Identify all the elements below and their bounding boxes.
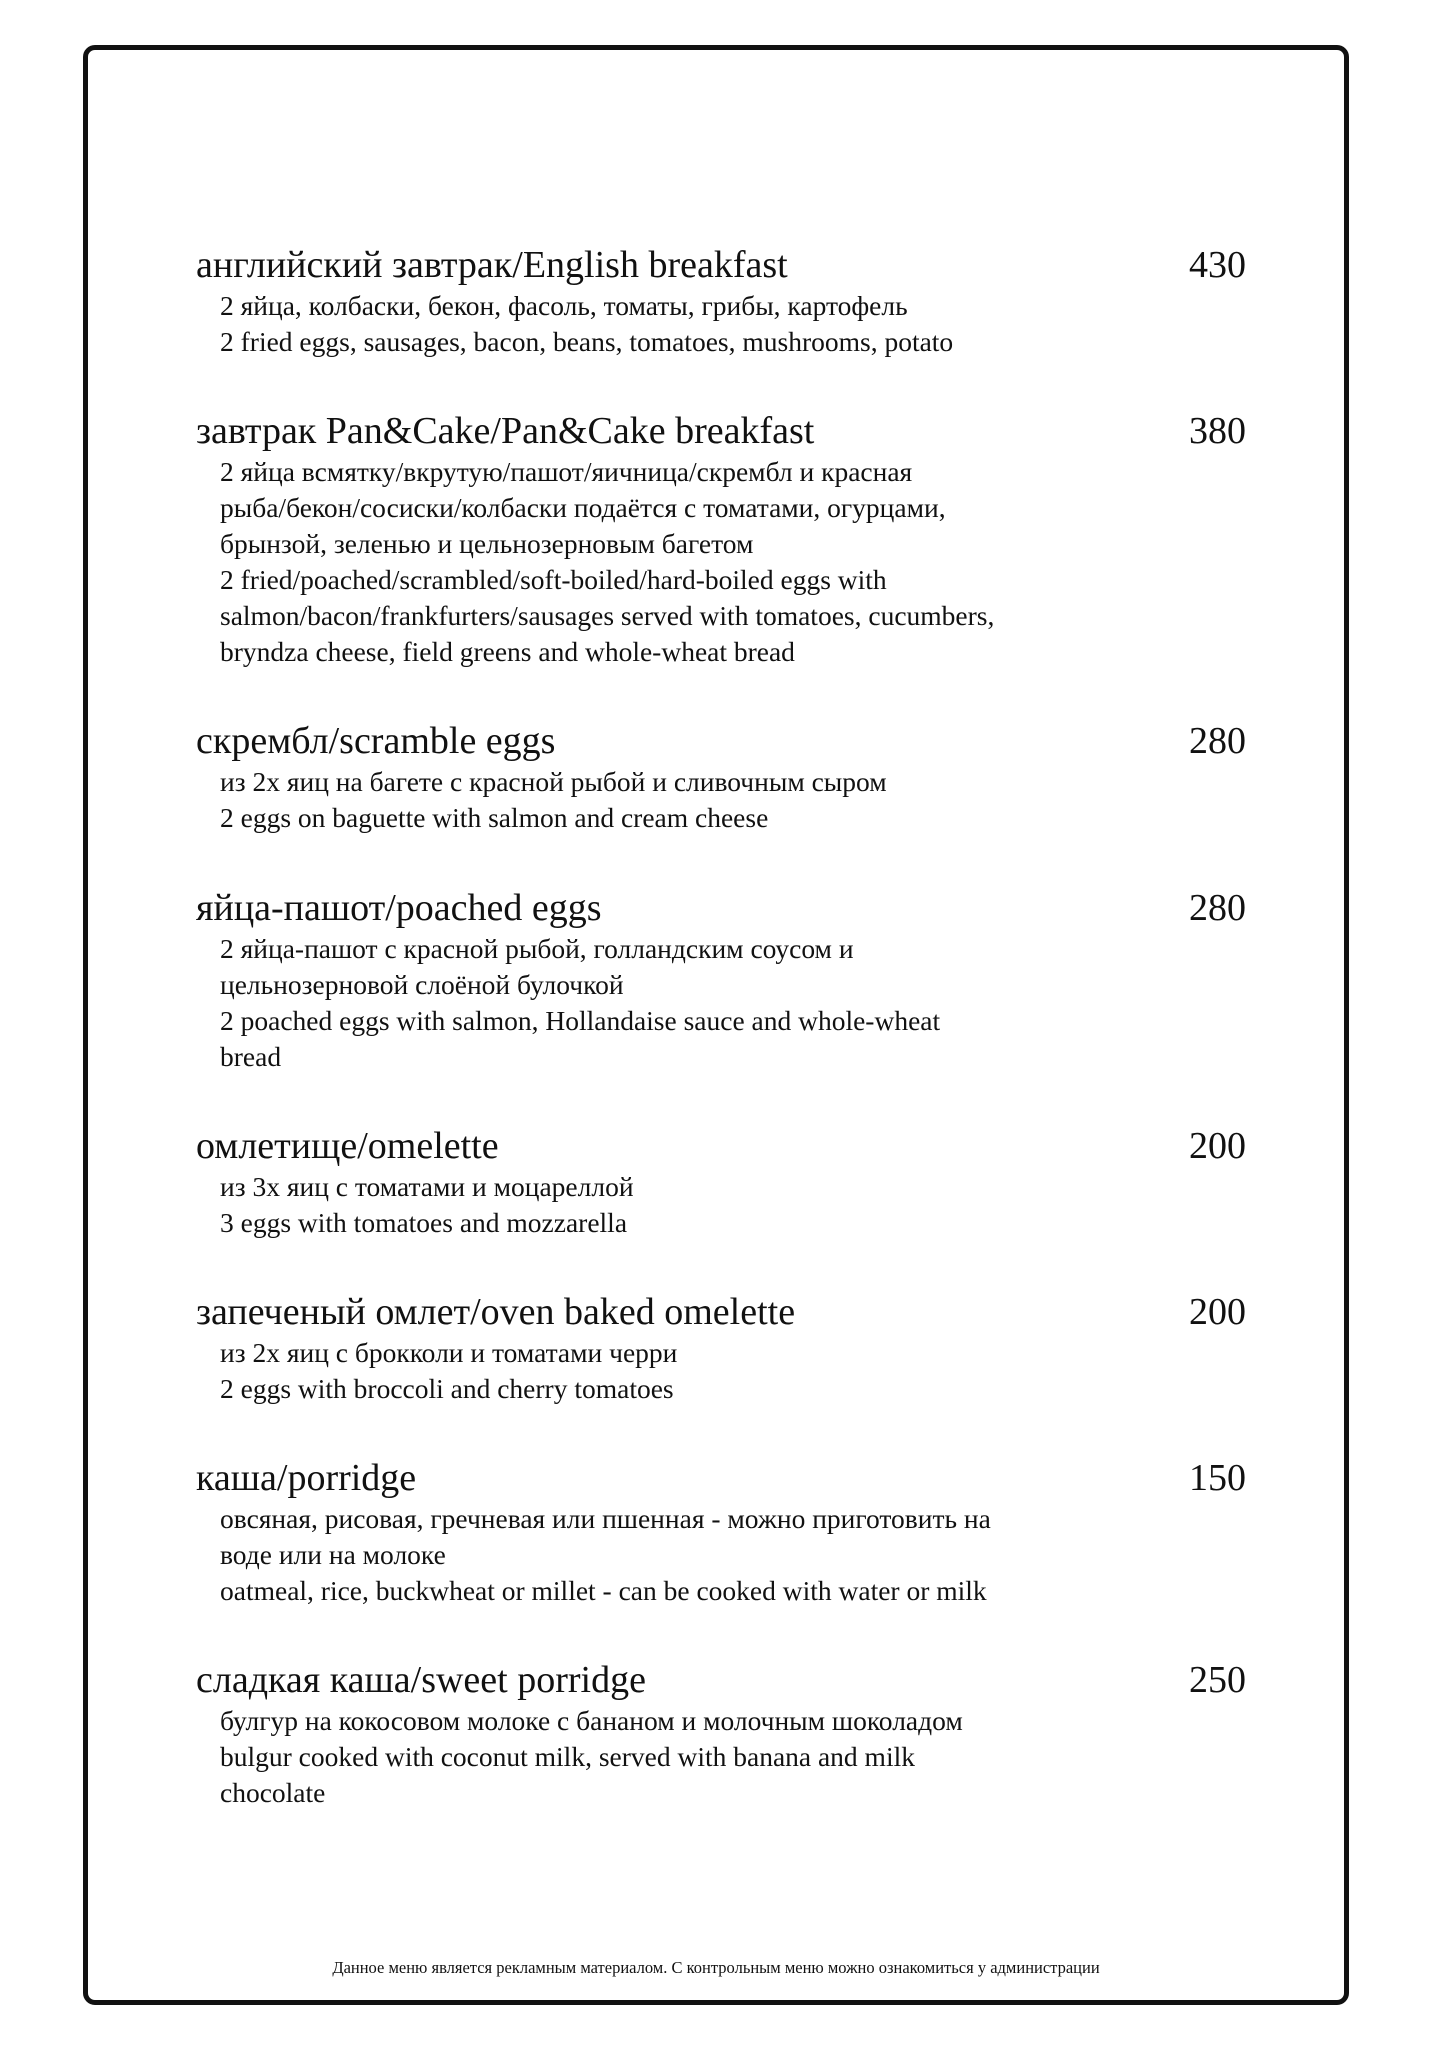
menu-item-porridge <box>196 1455 1254 1609</box>
description-line: из 3х яиц с томатами и моцареллой <box>220 1171 634 1202</box>
description-line: 2 fried eggs, sausages, bacon, beans, tomatoes, mushrooms, potato <box>220 326 954 357</box>
menu-item-price: 280 <box>1189 887 1246 929</box>
description-line: 2 яйца, колбаски, бекон, фасоль, томаты, грибы, картофель <box>220 290 908 321</box>
menu-item-scramble-eggs <box>196 718 1254 836</box>
description-line: 2 eggs on baguette with salmon and cream cheese <box>220 802 769 833</box>
description-line: bulgur cooked with coconut milk, served with banana and milk <box>220 1741 915 1772</box>
menu-item-header <box>196 1455 1254 1501</box>
description-line: 2 poached eggs with salmon, Hollandaise sauce and whole-wheat <box>220 1005 941 1036</box>
menu-item-price: 380 <box>1189 410 1246 452</box>
menu-item-title: сладкая каша/sweet porridge <box>196 1659 646 1701</box>
description-line: воде или на молоке <box>220 1539 446 1570</box>
menu-item-header <box>196 718 1254 764</box>
description-line: цельнозерновой слоёной булочкой <box>220 969 624 1000</box>
menu-item-sweet-porridge <box>196 1657 1254 1811</box>
menu-item-pancake-breakfast <box>196 408 1254 670</box>
description-line: 3 eggs with tomatoes and mozzarella <box>220 1207 628 1238</box>
menu-item-poached-eggs <box>196 885 1254 1075</box>
menu-item-title: скрембл/scramble eggs <box>196 720 556 762</box>
menu-item-price: 150 <box>1189 1457 1246 1499</box>
menu-item-title: английский завтрак/English breakfast <box>196 244 788 286</box>
menu-item-description <box>196 931 1254 1075</box>
menu-item-description <box>196 454 1254 670</box>
description-line: 2 eggs with broccoli and cherry tomatoes <box>220 1373 674 1404</box>
menu-item-description <box>196 1335 1254 1407</box>
menu-item-price: 200 <box>1189 1125 1246 1167</box>
menu-item-title: омлетище/omelette <box>196 1125 499 1167</box>
menu-item-header <box>196 1657 1254 1703</box>
menu-item-omelette <box>196 1123 1254 1241</box>
advertising-disclaimer: Данное меню является рекламным материалом. С контрольным меню можно ознакомиться у администрации <box>332 1958 1100 1977</box>
description-line: из 2х яиц с брокколи и томатами черри <box>220 1337 678 1368</box>
description-line: 2 яйца всмятку/вкрутую/пашот/яичница/скрембл и красная <box>220 456 913 487</box>
menu-item-price: 280 <box>1189 720 1246 762</box>
menu-item-description <box>196 1501 1254 1609</box>
description-line: овсяная, рисовая, гречневая или пшенная - можно приготовить на <box>220 1503 991 1534</box>
menu-item-header <box>196 242 1254 288</box>
menu-item-title: завтрак Pan&Cake/Pan&Cake breakfast <box>196 410 815 452</box>
description-line: из 2х яиц на багете с красной рыбой и сливочным сыром <box>220 766 887 797</box>
description-line: chocolate <box>220 1777 326 1808</box>
description-line: bread <box>220 1041 282 1072</box>
description-line: 2 яйца-пашот с красной рыбой, голландским соусом и <box>220 933 854 964</box>
menu-item-header <box>196 1123 1254 1169</box>
description-line: 2 fried/poached/scrambled/soft-boiled/hard-boiled eggs with <box>220 564 887 595</box>
menu-item-header <box>196 1289 1254 1335</box>
description-line: oatmeal, rice, buckwheat or millet - can be cooked with water or milk <box>220 1575 987 1606</box>
menu-item-description <box>196 1169 1254 1241</box>
description-line: salmon/bacon/frankfurters/sausages served with tomatoes, cucumbers, <box>220 600 995 631</box>
menu-item-title: запеченый омлет/oven baked omelette <box>196 1291 796 1333</box>
menu-item-oven-baked-omelette <box>196 1289 1254 1407</box>
menu-item-description <box>196 1703 1254 1811</box>
description-line: булгур на кокосовом молоке с бананом и молочным шоколадом <box>220 1705 963 1736</box>
description-line: брынзой, зеленью и цельнозерновым багетом <box>220 528 754 559</box>
menu-item-title: каша/porridge <box>196 1457 417 1499</box>
description-line: bryndza cheese, field greens and whole-wheat bread <box>220 636 795 667</box>
menu-item-description <box>196 764 1254 836</box>
menu-item-title: яйца-пашот/poached eggs <box>196 887 602 929</box>
menu-item-english-breakfast <box>196 242 1254 360</box>
menu-item-description <box>196 288 1254 360</box>
menu-item-header <box>196 408 1254 454</box>
menu-item-price: 250 <box>1189 1659 1246 1701</box>
description-line: рыба/бекон/сосиски/колбаски подаётся с томатами, огурцами, <box>220 492 946 523</box>
menu-item-price: 430 <box>1189 244 1246 286</box>
menu-item-price: 200 <box>1189 1291 1246 1333</box>
menu-item-header <box>196 885 1254 931</box>
